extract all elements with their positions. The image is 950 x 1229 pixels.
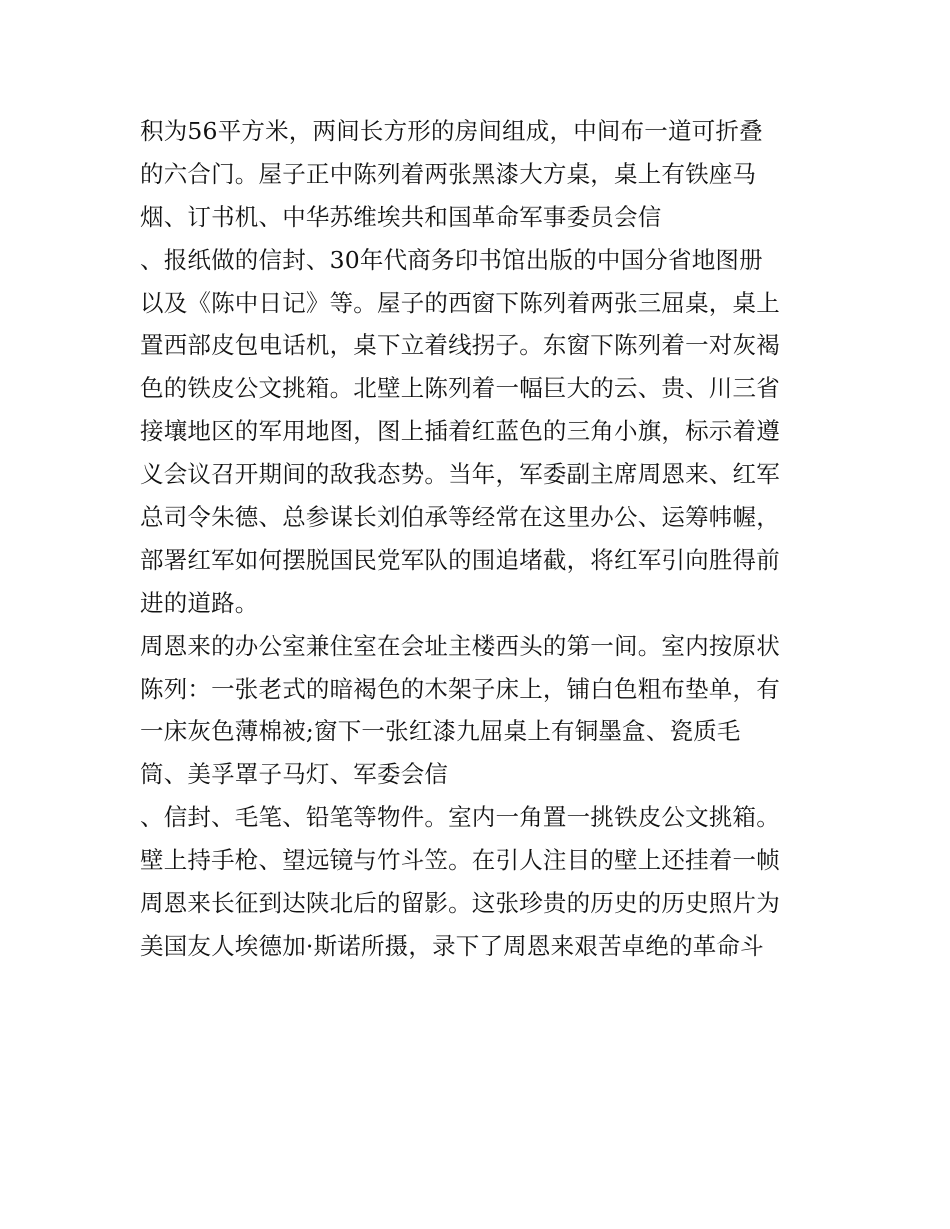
text-line: 陈列：一张老式的暗褐色的木架子床上，铺白色粗布垫单，有 <box>140 674 780 703</box>
text-line: 、报纸做的信封、30年代商务印书馆出版的中国分省地图册 <box>140 245 763 274</box>
text-line: 积为56平方米，两间长方形的房间组成，中间布一道可折叠 <box>140 117 763 145</box>
text-line: 接壤地区的军用地图，图上插着红蓝色的三角小旗，标示着遵 <box>140 417 780 446</box>
text-line: 的六合门。屋子正中陈列着两张黑漆大方桌，桌上有铁座马 <box>140 159 757 188</box>
text-line: 一床灰色薄棉被;窗下一张红漆九屈桌上有铜墨盒、瓷质毛 <box>140 717 741 746</box>
text-line: 部署红军如何摆脱国民党军队的围追堵截，将红军引向胜得前 <box>140 545 780 574</box>
text-line: 筒、美孚罩子马灯、军委会信 <box>140 760 449 789</box>
text-line: 义会议召开期间的敌我态势。当年，军委副主席周恩来、红军 <box>140 460 780 489</box>
text-line: 置西部皮包电话机，桌下立着线拐子。东窗下陈列着一对灰褐 <box>140 331 780 360</box>
text-line: 总司令朱德、总参谋长刘伯承等经常在这里办公、运筹帏幄， <box>140 503 780 532</box>
text-line: 、信封、毛笔、铅笔等物件。室内一角置一挑铁皮公文挑箱。 <box>140 803 780 832</box>
text-line: 周恩来的办公室兼住室在会址主楼西头的第一间。室内按原状 <box>140 631 780 660</box>
text-line: 美国友人埃德加·斯诺所摄，录下了周恩来艰苦卓绝的革命斗 <box>140 931 764 960</box>
text-line: 以及《陈中日记》等。屋子的西窗下陈列着两张三屈桌，桌上 <box>140 288 780 317</box>
text-line: 进的道路。 <box>140 588 259 617</box>
text-line: 周恩来长征到达陕北后的留影。这张珍贵的历史的历史照片为 <box>140 889 780 918</box>
text-line: 色的铁皮公文挑箱。北壁上陈列着一幅巨大的云、贵、川三省 <box>140 374 780 403</box>
text-line: 烟、订书机、中华苏维埃共和国革命军事委员会信 <box>140 202 662 231</box>
text-line: 壁上持手枪、望远镜与竹斗笠。在引人注目的壁上还挂着一帧 <box>140 846 780 875</box>
body-text <box>140 110 830 968</box>
